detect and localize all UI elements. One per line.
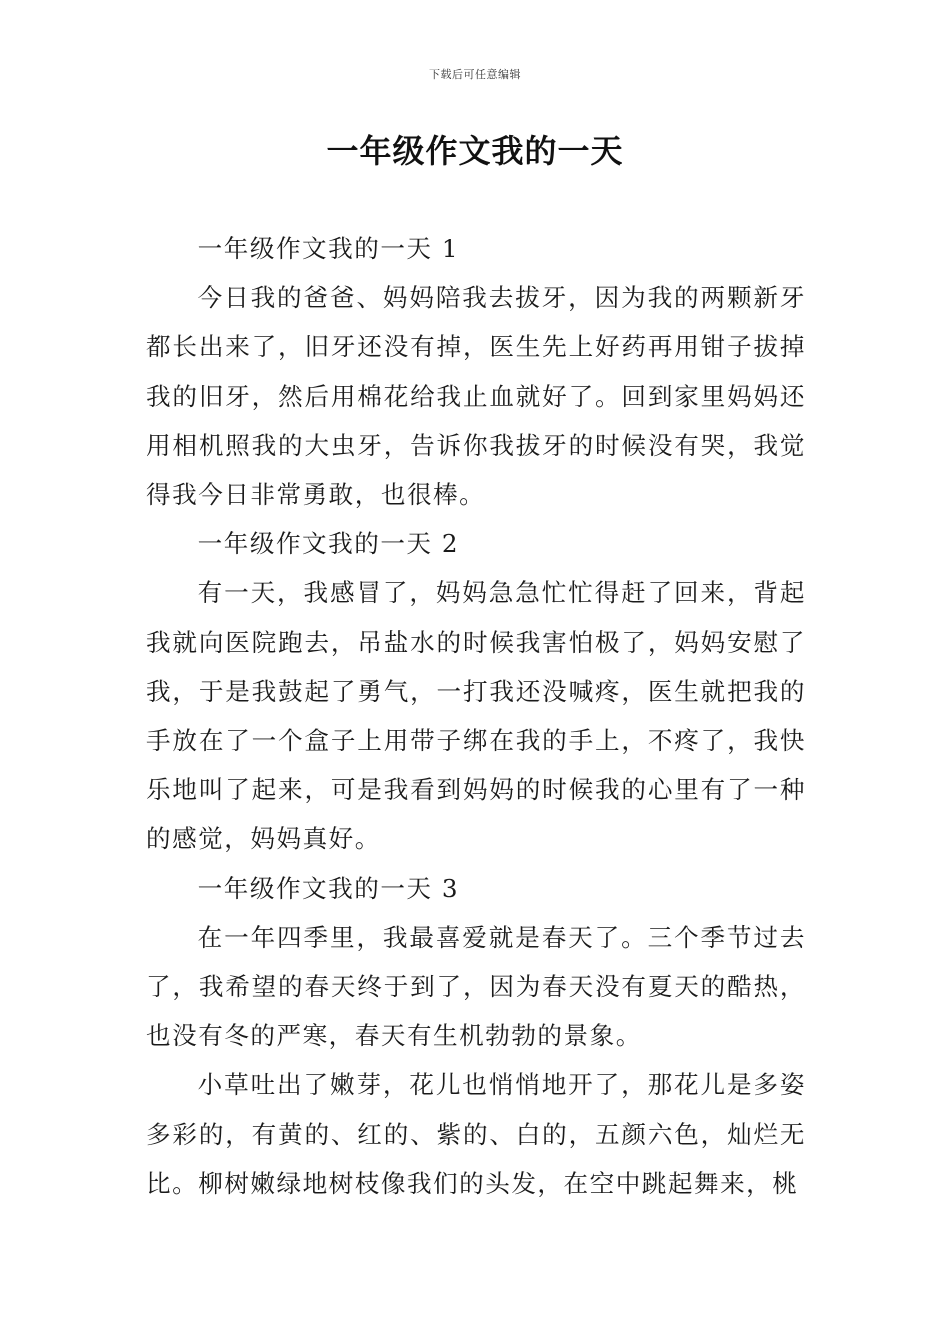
- paragraph-4: 小草吐出了嫩芽，花儿也悄悄地开了，那花儿是多姿多彩的，有黄的、红的、紫的、白的，五颜六色，灿烂无比。柳树嫩绿地树枝像我们的头发，在空中跳起舞来，桃: [146, 1070, 806, 1198]
- section-heading-3: 一年级作文我的一天 3: [197, 873, 459, 903]
- paragraph-3: 在一年四季里，我最喜爱就是春天了。三个季节过去了，我希望的春天终于到了，因为春天没有夏天的酷热，也没有冬的严寒，春天有生机勃勃的景象。: [146, 922, 806, 1051]
- header-note: 下载后可任意编辑: [429, 68, 521, 81]
- paragraph-1: 今日我的爸爸、妈妈陪我去拔牙，因为我的两颗新牙都长出来了，旧牙还没有掉，医生先上好药再用钳子拔掉我的旧牙，然后用棉花给我止血就好了。回到家里妈妈还用相机照我的大虫牙，告诉你我拔牙的时候没有哭，我觉得我今日非常勇敢，也很棒。: [146, 283, 806, 510]
- document-body: [146, 224, 806, 1208]
- paragraph-2: 有一天，我感冒了，妈妈急急忙忙得赶了回来，背起我就向医院跑去，吊盐水的时候我害怕极了，妈妈安慰了我，于是我鼓起了勇气，一打我还没喊疼，医生就把我的手放在了一个盒子上用带子绑在我的手上，不疼了，我快乐地叫了起来，可是我看到妈妈的时候我的心里有了一种的感觉，妈妈真好。: [146, 578, 806, 854]
- document-title: 一年级作文我的一天: [326, 132, 624, 170]
- section-heading-2: 一年级作文我的一天 2: [197, 529, 459, 559]
- section-heading-1: 一年级作文我的一天 1: [197, 234, 459, 263]
